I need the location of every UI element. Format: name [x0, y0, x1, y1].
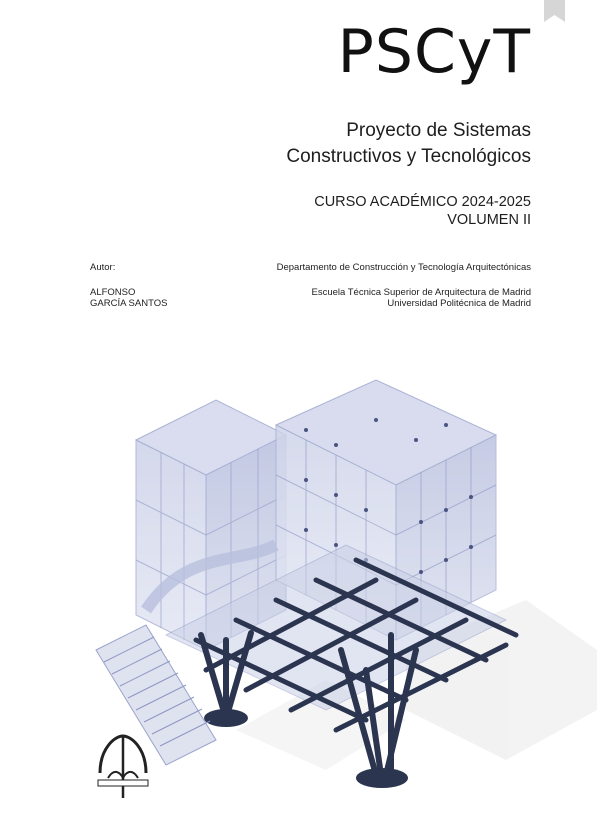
author-name — [90, 287, 167, 309]
university-name: Universidad Politécnica de Madrid — [387, 298, 531, 309]
author-last-name: GARCÍA SANTOS — [90, 298, 168, 309]
school-name: Escuela Técnica Superior de Arquitectura de Madrid — [311, 287, 531, 298]
cover-subtitle — [286, 118, 531, 170]
column-base-left — [204, 709, 248, 727]
department-name: Departamento de Construcción y Tecnología Arquitectónicas — [276, 262, 531, 273]
subtitle-line-1: Proyecto de Sistemas — [346, 120, 531, 141]
author-first-name: ALFONSO — [90, 287, 136, 298]
column-base-right — [356, 768, 408, 788]
volume-label: VOLUMEN II — [447, 212, 531, 228]
course-year: CURSO ACADÉMICO 2024-2025 — [314, 194, 531, 210]
author-label: Autor: — [90, 262, 116, 273]
publisher-logo — [90, 728, 156, 806]
bookmark-icon[interactable] — [544, 0, 565, 22]
cover-title: PSCyT — [337, 17, 531, 87]
course-info — [314, 193, 531, 229]
subtitle-line-2: Constructivos y Tecnológicos — [286, 146, 531, 167]
institution — [311, 287, 531, 309]
